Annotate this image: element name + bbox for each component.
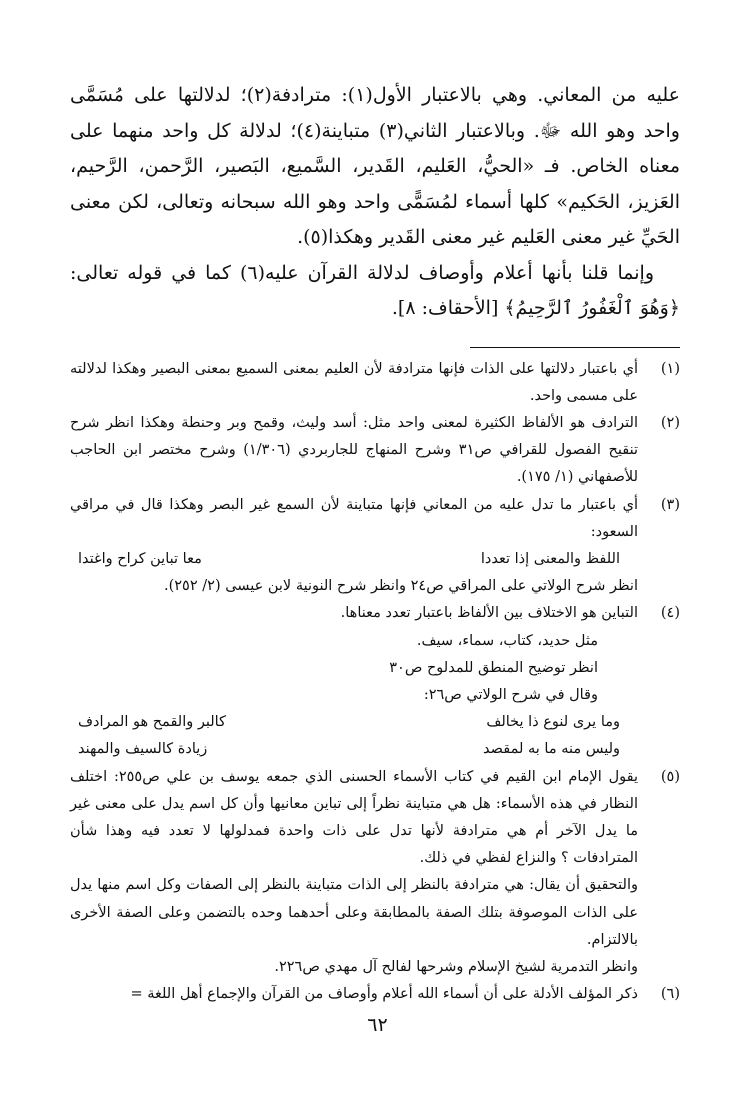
footnote-4 xyxy=(70,600,680,763)
footnote-text: أي باعتبار ما تدل عليه من المعاني فإنها متباينة لأن السمع غير البصر وهكذا قال في مراقي السعود: xyxy=(70,496,638,540)
footnote-2 xyxy=(70,410,680,492)
footnote-reference: انظر توضيح المنطق للمدلوح ص٣٠ xyxy=(389,659,598,676)
footnote-text: ذكر المؤلف الأدلة على أن أسماء الله أعلام وأوصاف من القرآن والإجماع أهل اللغة = xyxy=(130,986,638,1003)
verse-first-hemistich: اللفظ والمعنى إذا تعددا xyxy=(480,550,620,567)
footnote-text: الترادف هو الألفاظ الكثيرة لمعنى واحد مثل: أسد وليث، وقمح وبر وحنطة وهكذا انظر شرح تنقيح الفصول للقرافي ص٣١ وشرح المنهاج للجاربردي (١/٣٠٦) وشرح مختصر ابن الحاجب للأصفهاني (١/ ١٧٥). xyxy=(70,414,638,486)
main-paragraph-1: عليه من المعاني. وهي بالاعتبار الأول(١): مترادفة(٢)؛ لدلالتها على مُسَمَّى واحد وهو الله ﷻ. وبالاعتبار الثاني(٣) متباينة(٤)؛ لدلالة كل واحد منهما على معناه الخاص. فـ «الحيُّ، العَليم، القَدير، السَّميع، البَصير، الرَّحمن، الرَّحيم، العَزيز، الحَكيم» كلها أسماء لمُسَمًّى واحد وهو الله سبحانه وتعالى، لكن معنى الحَيِّ غير معنى العَليم غير معنى القَدير وهكذا(٥). xyxy=(70,84,681,248)
footnote-text: أي باعتبار دلالتها على الذات فإنها مترادفة لأن العليم بمعنى السميع بمعنى البصير وهكذا لدلالته على مسمى واحد. xyxy=(70,360,638,404)
footnote-text: يقول الإمام ابن القيم في كتاب الأسماء الحسنى الذي جمعه يوسف بن علي ص٢٥٥: اختلف النظار في هذه الأسماء: هل هي متباينة نظراً إلى تباين معانيها وأن كل اسم يدل على معنى غير ما يدل الآخر أم هي مترادفة لأنها تدل على ذات واحدة فمدلولها لا تعدد فيه وهذا شأن المترادفات ؟ والنزاع لفظي في ذلك. xyxy=(70,768,639,867)
footnote-3 xyxy=(70,492,680,601)
poetry-verse xyxy=(70,546,638,573)
verse-second-hemistich: زيادة كالسيف والمهند xyxy=(78,741,208,758)
footnote-text: التباين هو الاختلاف بين الألفاظ باعتبار تعدد معناها. xyxy=(340,605,638,622)
verse-second-hemistich: معا تباين كراح واغتدا xyxy=(78,550,202,567)
footnote-example: مثل حديد، كتاب، سماء، سيف. xyxy=(416,632,598,649)
footnote-reference: وانظر التدمرية لشيخ الإسلام وشرحها لفالح آل مهدي ص٢٢٦. xyxy=(274,958,638,975)
footnote-quote-intro: وقال في شرح الولاتي ص٢٦: xyxy=(423,686,598,703)
poetry-verse xyxy=(70,736,638,763)
poetry-verse xyxy=(70,709,638,736)
main-paragraph-2: وإنما قلنا بأنها أعلام وأوصاف لدلالة القرآن عليه(٦) كما في قوله تعالى: ﴿وَهُوَ ٱلْغَفُورُ ٱلرَّحِيمُ﴾ [الأحقاف: ٨]. xyxy=(70,261,680,319)
verse-second-hemistich: كالبر والقمح هو المرادف xyxy=(78,714,226,731)
footnote-number: (٣) xyxy=(660,496,680,513)
footnote-1 xyxy=(70,356,680,410)
footnote-number: (٦) xyxy=(660,986,680,1003)
footnote-text: والتحقيق أن يقال: هي مترادفة بالنظر إلى الذات متباينة بالنظر إلى الصفات وكل اسم منها يدل على الذات الموصوفة بتلك الصفة بالمطابقة وعلى أحدهما وحده بالتضمن وعلى الصفة الأخرى بالالتزام. xyxy=(70,877,638,948)
footnote-number: (٥) xyxy=(660,768,680,785)
verse-first-hemistich: وليس منه ما به لمقصد xyxy=(483,741,620,758)
page-body xyxy=(70,78,680,1008)
page-number: ٦٢ xyxy=(367,1014,388,1036)
footnote-number: (٢) xyxy=(660,414,680,431)
verse-first-hemistich: وما يرى لنوع ذا يخالف xyxy=(486,714,620,731)
footnote-divider xyxy=(470,347,680,348)
main-text xyxy=(70,78,680,327)
footnote-number: (٤) xyxy=(660,605,680,622)
footnotes xyxy=(70,356,680,1009)
footnote-5 xyxy=(70,764,680,982)
footnote-6 xyxy=(70,981,680,1008)
footnote-number: (١) xyxy=(660,360,680,377)
footnote-reference: انظر شرح الولاتي على المراقي ص٢٤ وانظر شرح النونية لابن عيسى (٢/ ٢٥٢). xyxy=(163,578,638,595)
